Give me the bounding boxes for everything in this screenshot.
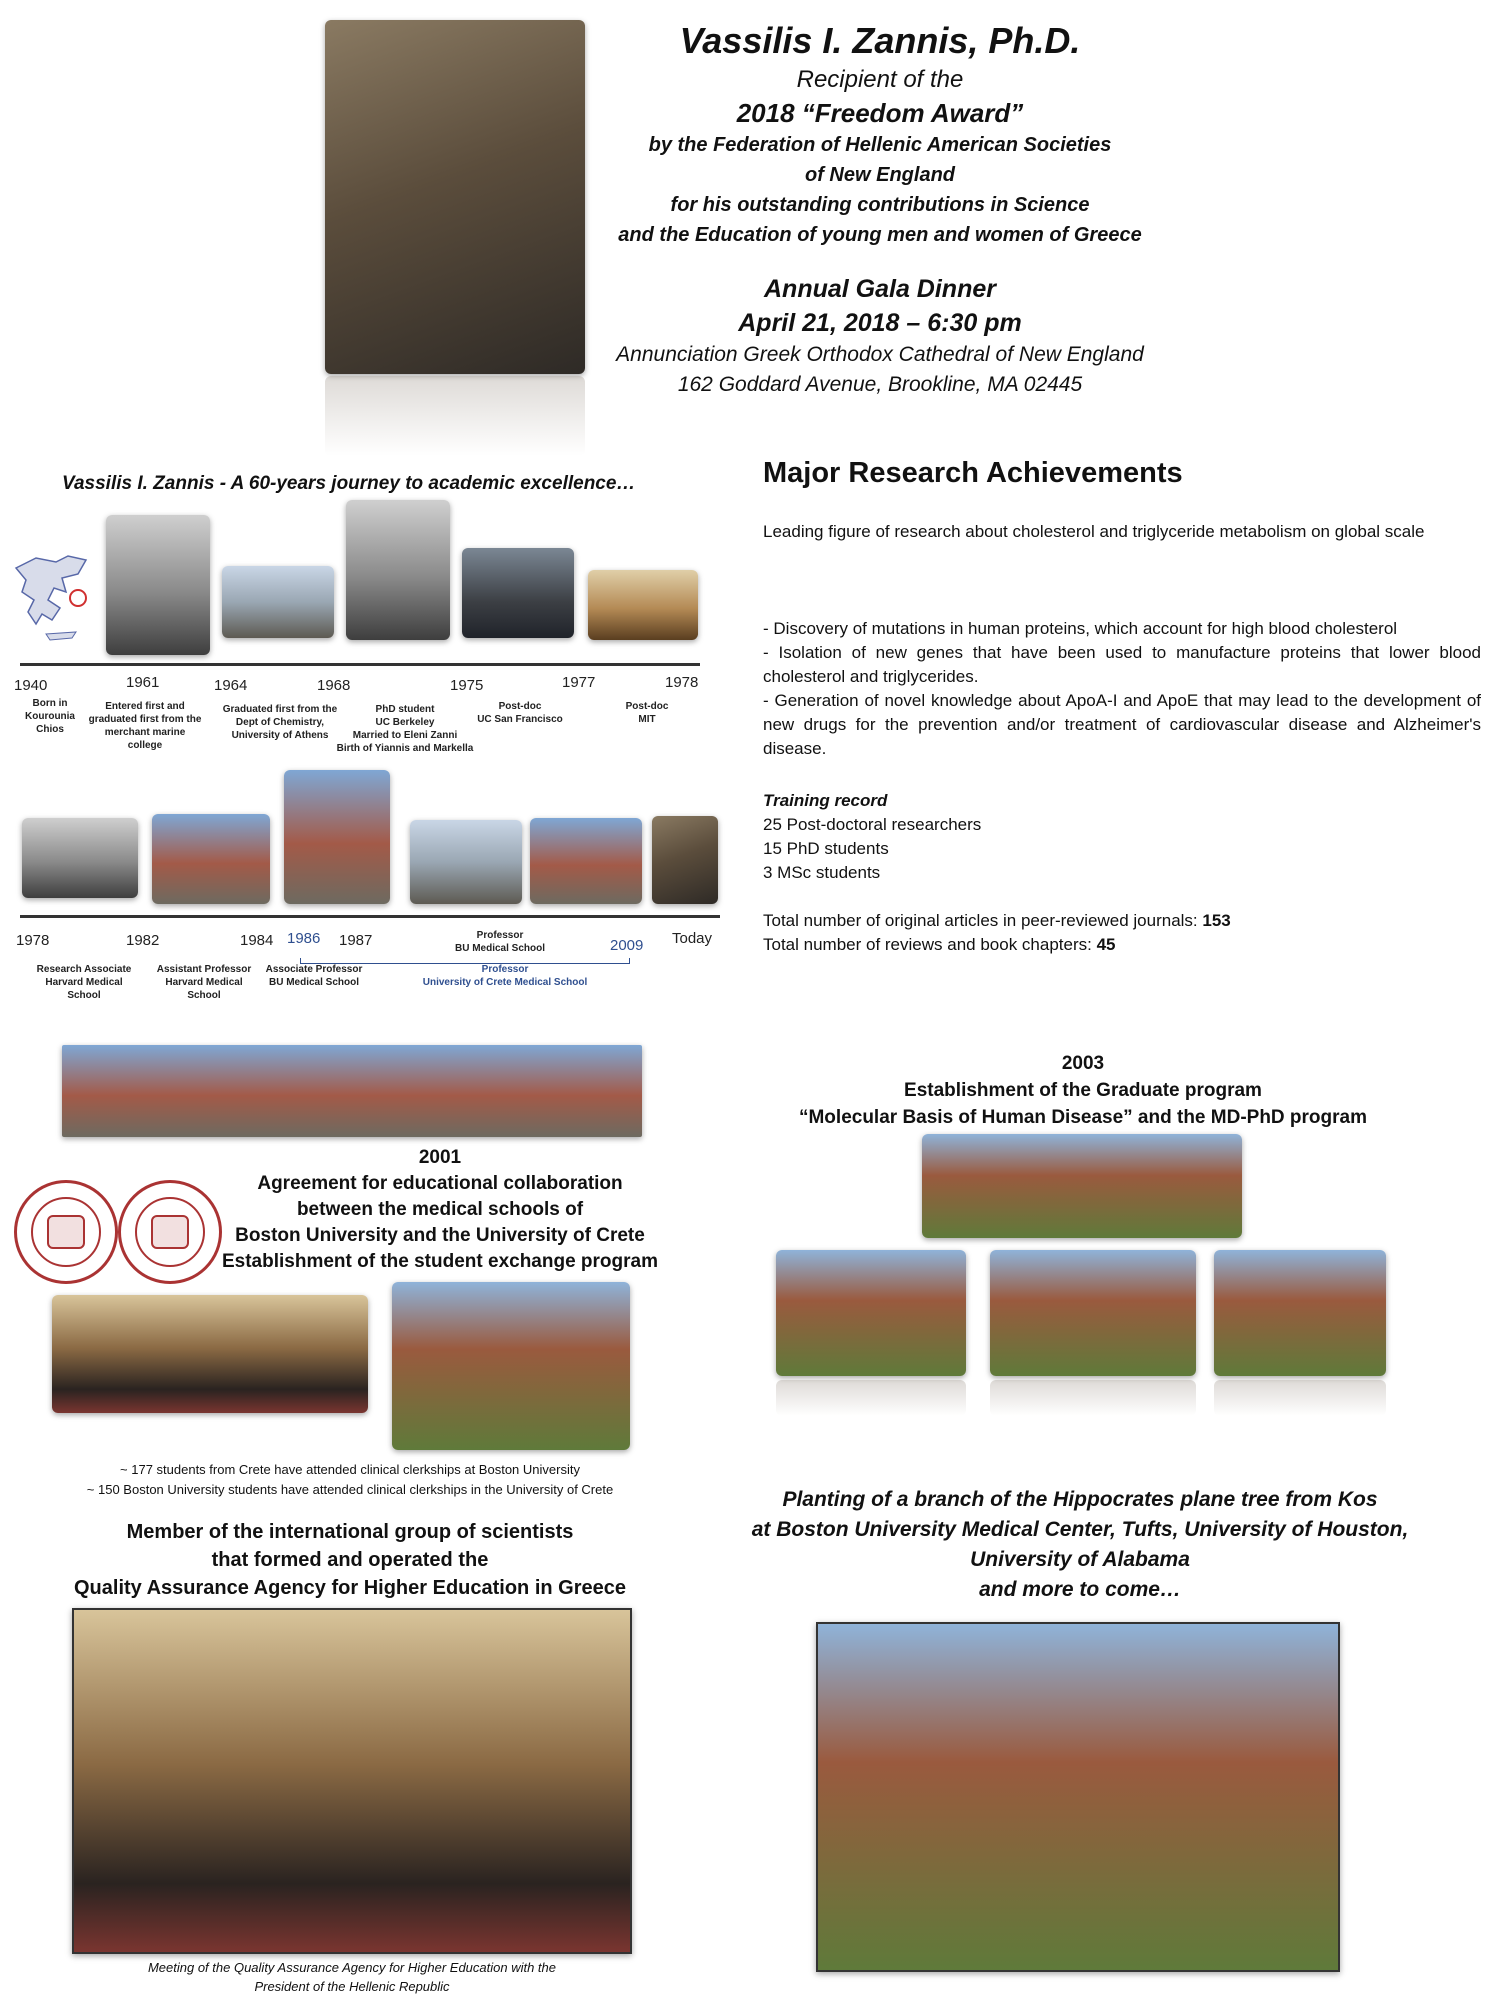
- photo-berkeley-family: [346, 500, 450, 640]
- qa-caption: Meeting of the Quality Assurance Agency for Higher Education with the President of the Hellenic Republic: [147, 1960, 557, 1994]
- research-bullet-3: - Generation of novel knowledge about ApoA-I and ApoE that may lead to the development of new drugs for the prevention and/or treatment of cardiovascular disease and Alzheimer's disease.: [763, 691, 1481, 758]
- photo-ucsf: [462, 548, 574, 638]
- event-address: 162 Goddard Avenue, Brookline, MA 02445: [677, 373, 1083, 396]
- plane-tree-line-3: University of Alabama: [970, 1548, 1190, 1571]
- header-block: [590, 18, 1170, 400]
- training-msc: 3 MSc students: [763, 863, 881, 882]
- articles-label: Total number of original articles in peer-reviewed journals:: [763, 911, 1203, 930]
- tl1-caption-1961: Entered first and graduated first from the merchant marine college: [88, 701, 202, 751]
- award-of-line: of New England: [805, 164, 955, 186]
- training-phd: 15 PhD students: [763, 839, 889, 858]
- photo-harvard-building: [22, 818, 138, 898]
- photo-harvard-campus: [152, 814, 270, 904]
- graduate-reflection-2: [990, 1380, 1196, 1416]
- portrait-reflection: [325, 376, 585, 456]
- tl1-year-1940: 1940: [14, 677, 48, 694]
- timeline-line-2: [20, 915, 720, 918]
- award-and-line: and the Education of young men and women of Greece: [618, 224, 1142, 246]
- reviews-count: [763, 933, 1481, 957]
- tl2-caption-associate-professor: Associate Professor BU Medical School: [265, 964, 363, 988]
- graduate-reflection-1: [776, 1380, 966, 1416]
- timeline-line-1: [20, 663, 700, 666]
- agreement-line-2: between the medical schools of: [296, 1199, 584, 1220]
- agreement-line-1: Agreement for educational collaboration: [257, 1173, 623, 1194]
- research-title: Major Research Achievements: [763, 457, 1183, 489]
- photo-qa-meeting: [72, 1608, 632, 1954]
- qa-line-3: Quality Assurance Agency for Higher Education in Greece: [73, 1577, 626, 1599]
- graduate-year: 2003: [1061, 1053, 1105, 1074]
- plane-tree-line-2: at Boston University Medical Center, Tufts, University of Houston,: [751, 1518, 1409, 1541]
- photo-bu-tower: [284, 770, 390, 904]
- tl2-year-2009: 2009: [610, 937, 644, 954]
- crete-university-seal: [14, 1180, 118, 1284]
- research-bullet-1: - Discovery of mutations in human proteins, which account for high blood cholesterol: [763, 619, 1398, 638]
- articles-value: 153: [1202, 911, 1231, 930]
- tl2-caption-professor-crete: Professor University of Crete Medical School: [422, 964, 588, 988]
- tl2-caption-research-associate: Research Associate Harvard Medical School: [36, 964, 132, 1001]
- plane-tree-line-4: and more to come…: [979, 1578, 1181, 1601]
- qa-line-2: that formed and operated the: [211, 1549, 489, 1571]
- tl2-year-today: Today: [672, 930, 713, 947]
- training-postdoc: 25 Post-doctoral researchers: [763, 815, 982, 834]
- agreement-line-4: Establishment of the student exchange program: [221, 1251, 659, 1272]
- tl1-year-1964: 1964: [214, 677, 248, 694]
- boston-university-seal: [118, 1180, 222, 1284]
- tl1-caption-1975: Post-doc UC San Francisco: [477, 701, 563, 725]
- photo-today: [652, 816, 718, 904]
- photo-graduate-group-1: [776, 1250, 966, 1376]
- tl1-caption-1964: Graduated first from the Dept of Chemistry, University of Athens: [222, 704, 338, 741]
- event-venue: Annunciation Greek Orthodox Cathedral of New England: [616, 343, 1144, 366]
- articles-count: [763, 909, 1481, 933]
- tl2-year-1982: 1982: [126, 932, 160, 949]
- photo-exchange-students-1: [52, 1295, 368, 1413]
- event-date: April 21, 2018 – 6:30 pm: [738, 309, 1022, 337]
- tl1-caption-1940: Born in Kourounia Chios: [25, 698, 75, 735]
- photo-graduate-group-3: [1214, 1250, 1386, 1376]
- training-title: Training record: [763, 791, 888, 810]
- tl2-year-1984: 1984: [240, 932, 274, 949]
- tl2-year-1987: 1987: [339, 932, 373, 949]
- qa-line-1: Member of the international group of scientists: [126, 1521, 574, 1543]
- tl1-year-1978: 1978: [665, 674, 699, 691]
- photo-graduate-group-main: [922, 1134, 1242, 1238]
- agreement-block: [220, 1145, 660, 1275]
- photo-mit: [588, 570, 698, 640]
- exchange-stat-crete: ~ 177 students from Crete have attended clinical clerkships at Boston University: [120, 1462, 580, 1477]
- reviews-value: 45: [1096, 935, 1116, 954]
- photo-bu-medical: [410, 820, 522, 904]
- plane-tree-line-1: Planting of a branch of the Hippocrates plane tree from Kos: [782, 1488, 1378, 1511]
- photo-graduate-group-2: [990, 1250, 1196, 1376]
- tl1-year-1961: 1961: [126, 674, 160, 691]
- honoree-name: Vassilis I. Zannis, Ph.D.: [679, 20, 1081, 61]
- qa-block: [40, 1518, 660, 1602]
- research-bullets: [763, 617, 1481, 761]
- graduate-line-2: “Molecular Basis of Human Disease” and the MD-PhD program: [798, 1107, 1367, 1128]
- greece-map-icon: [6, 548, 106, 648]
- tl1-caption-1968: PhD student UC Berkeley Married to Eleni Zanni Birth of Yiannis and Markella: [336, 704, 474, 754]
- photo-plane-tree-planting: [816, 1622, 1340, 1972]
- event-title: Annual Gala Dinner: [764, 275, 996, 303]
- agreement-year: 2001: [418, 1147, 462, 1168]
- tl2-year-1986: 1986: [287, 930, 321, 947]
- plane-tree-block: [720, 1485, 1440, 1605]
- recipient-line: Recipient of the: [796, 66, 964, 93]
- tl2-year-1978: 1978: [16, 932, 50, 949]
- graduate-reflection-3: [1214, 1380, 1386, 1416]
- photo-campus-panorama: [62, 1045, 642, 1137]
- tl1-year-1975: 1975: [450, 677, 484, 694]
- research-lead: Leading figure of research about cholesterol and triglyceride metabolism on global scale: [763, 522, 1425, 541]
- graduate-block: [763, 1050, 1403, 1131]
- agreement-line-3: Boston University and the University of Crete: [235, 1225, 645, 1246]
- tl1-year-1977: 1977: [562, 674, 596, 691]
- photo-university-athens: [222, 566, 334, 638]
- research-bullet-2: - Isolation of new genes that have been used to manufacture proteins that lower blood cholesterol and triglycerides.: [763, 643, 1481, 686]
- photo-merchant-marine: [106, 515, 210, 655]
- graduate-line-1: Establishment of the Graduate program: [904, 1080, 1262, 1101]
- photo-crete-hospital: [530, 818, 642, 904]
- award-for-line: for his outstanding contributions in Science: [670, 194, 1090, 216]
- reviews-label: Total number of reviews and book chapters:: [763, 935, 1097, 954]
- tl2-caption-professor-bu: Professor BU Medical School: [454, 930, 545, 954]
- award-by-line: by the Federation of Hellenic American Societies: [648, 134, 1112, 156]
- tl1-year-1968: 1968: [317, 677, 351, 694]
- tl2-caption-assistant-professor: Assistant Professor Harvard Medical School: [156, 964, 252, 1001]
- photo-exchange-students-2: [392, 1282, 630, 1450]
- exchange-stat-bu: ~ 150 Boston University students have attended clinical clerkships in the University of Crete: [86, 1482, 614, 1497]
- tl1-caption-1978: Post-doc MIT: [625, 701, 669, 725]
- training-record: [763, 789, 1481, 957]
- portrait-photo: [325, 20, 585, 374]
- exchange-stats: [20, 1460, 680, 1500]
- award-title: 2018 “Freedom Award”: [736, 98, 1024, 128]
- timeline-title: Vassilis I. Zannis - A 60-years journey to academic excellence…: [62, 473, 636, 494]
